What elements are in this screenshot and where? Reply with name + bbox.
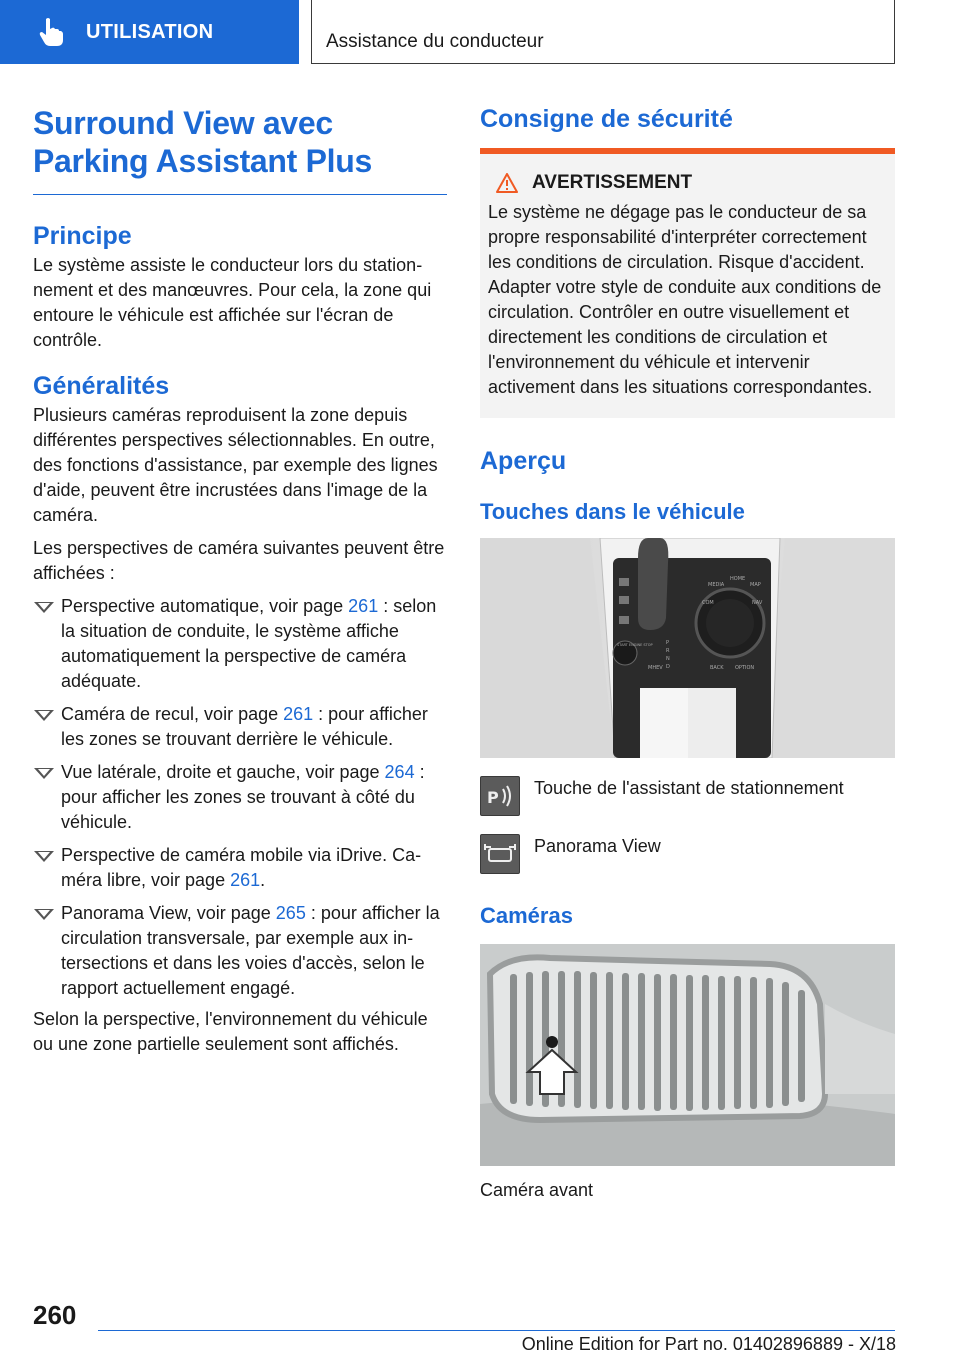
heading-apercu: Aperçu <box>480 447 567 475</box>
heading-cameras: Caméras <box>480 903 573 928</box>
warning-header <box>496 172 887 194</box>
list-item: Caméra de recul, voir page 261 : pour afficher les zones se trouvant derrière le véhicule. <box>33 702 447 752</box>
text-conclusion: Selon la perspective, l'environnement du véhicule ou une zone partielle seulement sont affichés. <box>33 1009 428 1054</box>
console-label: MAP <box>750 582 761 588</box>
right-column <box>480 104 895 1203</box>
page-link[interactable]: 261 <box>283 704 314 724</box>
key-parking-assistant <box>480 776 895 816</box>
heading-principe: Principe <box>33 222 132 250</box>
page-link[interactable]: 264 <box>384 762 415 782</box>
bullet-triangle-icon <box>34 602 54 613</box>
title-rule <box>33 194 447 195</box>
left-column <box>33 104 447 1057</box>
console-label: D <box>666 664 670 670</box>
page-link[interactable]: 265 <box>275 903 306 923</box>
console-label: R <box>666 648 670 654</box>
warning-box <box>480 148 895 418</box>
page-link[interactable]: 261 <box>230 870 261 890</box>
section-tab[interactable] <box>0 0 299 64</box>
bullet-triangle-icon <box>34 768 54 779</box>
console-label: COM <box>702 600 714 606</box>
chapter-title: Assistance du conducteur <box>326 31 544 52</box>
text-generalites-1: Plusieurs caméras reproduisent la zone depuis différentes perspectives sélectionnables. En outre, des fonctions d'assistance, par exemple des lignes d'aide, peuvent être incrustées dans l'image de la caméra. <box>33 405 438 525</box>
warning-triangle-icon <box>496 173 518 193</box>
console-photo <box>480 538 895 758</box>
text-generalites-2: Les perspectives de caméra suivantes peuvent être affichées : <box>33 538 445 583</box>
console-label: OPTION <box>735 665 755 671</box>
warning-text: Le système ne dégage pas le conducteur de sa propre responsabilité d'interpréter correctement les conditions de circulation. Risque d'accident. Adapter votre style de conduite aux conditions de circulation. Contrôler en outre visuellement et directement les conditions de circulation et l'environnement du véhicule et intervenir activement dans les situations correspondantes. <box>488 202 882 397</box>
page-title: Surround View avec Parking Assistant Plus <box>33 105 372 179</box>
bullet-triangle-icon <box>34 710 54 721</box>
list-item: Vue latérale, droite et gauche, voir page 264 : pour afficher les zones se trouvant à côté du véhicule. <box>33 760 447 835</box>
page-number: 260 <box>33 1300 77 1330</box>
list-item: Perspective de caméra mobile via iDrive. Caméra libre, voir page 261. <box>33 843 447 893</box>
section-tab-label: UTILISATION <box>86 20 214 43</box>
console-label: MEDIA <box>708 582 725 588</box>
key-label: Panorama View <box>534 836 661 856</box>
console-label: P <box>666 640 670 646</box>
console-label: MHEV <box>648 665 663 671</box>
footer-rule <box>98 1330 895 1331</box>
camera-caption: Caméra avant <box>480 1180 594 1200</box>
console-label: BACK <box>710 665 724 671</box>
console-label: N <box>666 656 670 662</box>
key-label: Touche de l'assistant de stationnement <box>534 778 844 798</box>
heading-generalites: Généralités <box>33 372 170 400</box>
chapter-header <box>311 0 895 64</box>
key-panorama-view <box>480 834 895 874</box>
parking-assistant-icon <box>480 776 520 816</box>
camera-photo <box>480 944 895 1166</box>
heading-consigne: Consigne de sécurité <box>480 105 733 133</box>
console-label: NAV <box>752 600 763 606</box>
list-item: Perspective automatique, voir page 261 : selon la situation de conduite, le système affiche automatiquement la perspective de caméra adéquate. <box>33 594 447 694</box>
warning-title: AVERTISSEMENT <box>532 172 693 193</box>
svg-text:P: P <box>487 788 499 807</box>
bullet-triangle-icon <box>34 851 54 862</box>
perspective-list <box>33 594 447 1001</box>
panorama-view-icon <box>480 834 520 874</box>
bullet-triangle-icon <box>34 909 54 920</box>
list-item: Panorama View, voir page 265 : pour afficher la circulation transversale, par exemple aux intersections et dans les voies d'accès, selon le rapport actuellement engagé. <box>33 901 447 1001</box>
console-label: HOME <box>730 576 746 582</box>
heading-touches: Touches dans le véhicule <box>480 499 745 524</box>
console-label: START ENGINE STOP <box>617 643 653 647</box>
hand-pointer-icon <box>38 17 64 47</box>
footer-edition: Online Edition for Part no. 01402896889 - X/18 <box>521 1334 896 1354</box>
page-link[interactable]: 261 <box>348 596 379 616</box>
text-principe: Le système assiste le conducteur lors du stationnement et des manœuvres. Pour cela, la zone qui entoure le véhicule est affichée sur l'écran de contrôle. <box>33 255 432 350</box>
